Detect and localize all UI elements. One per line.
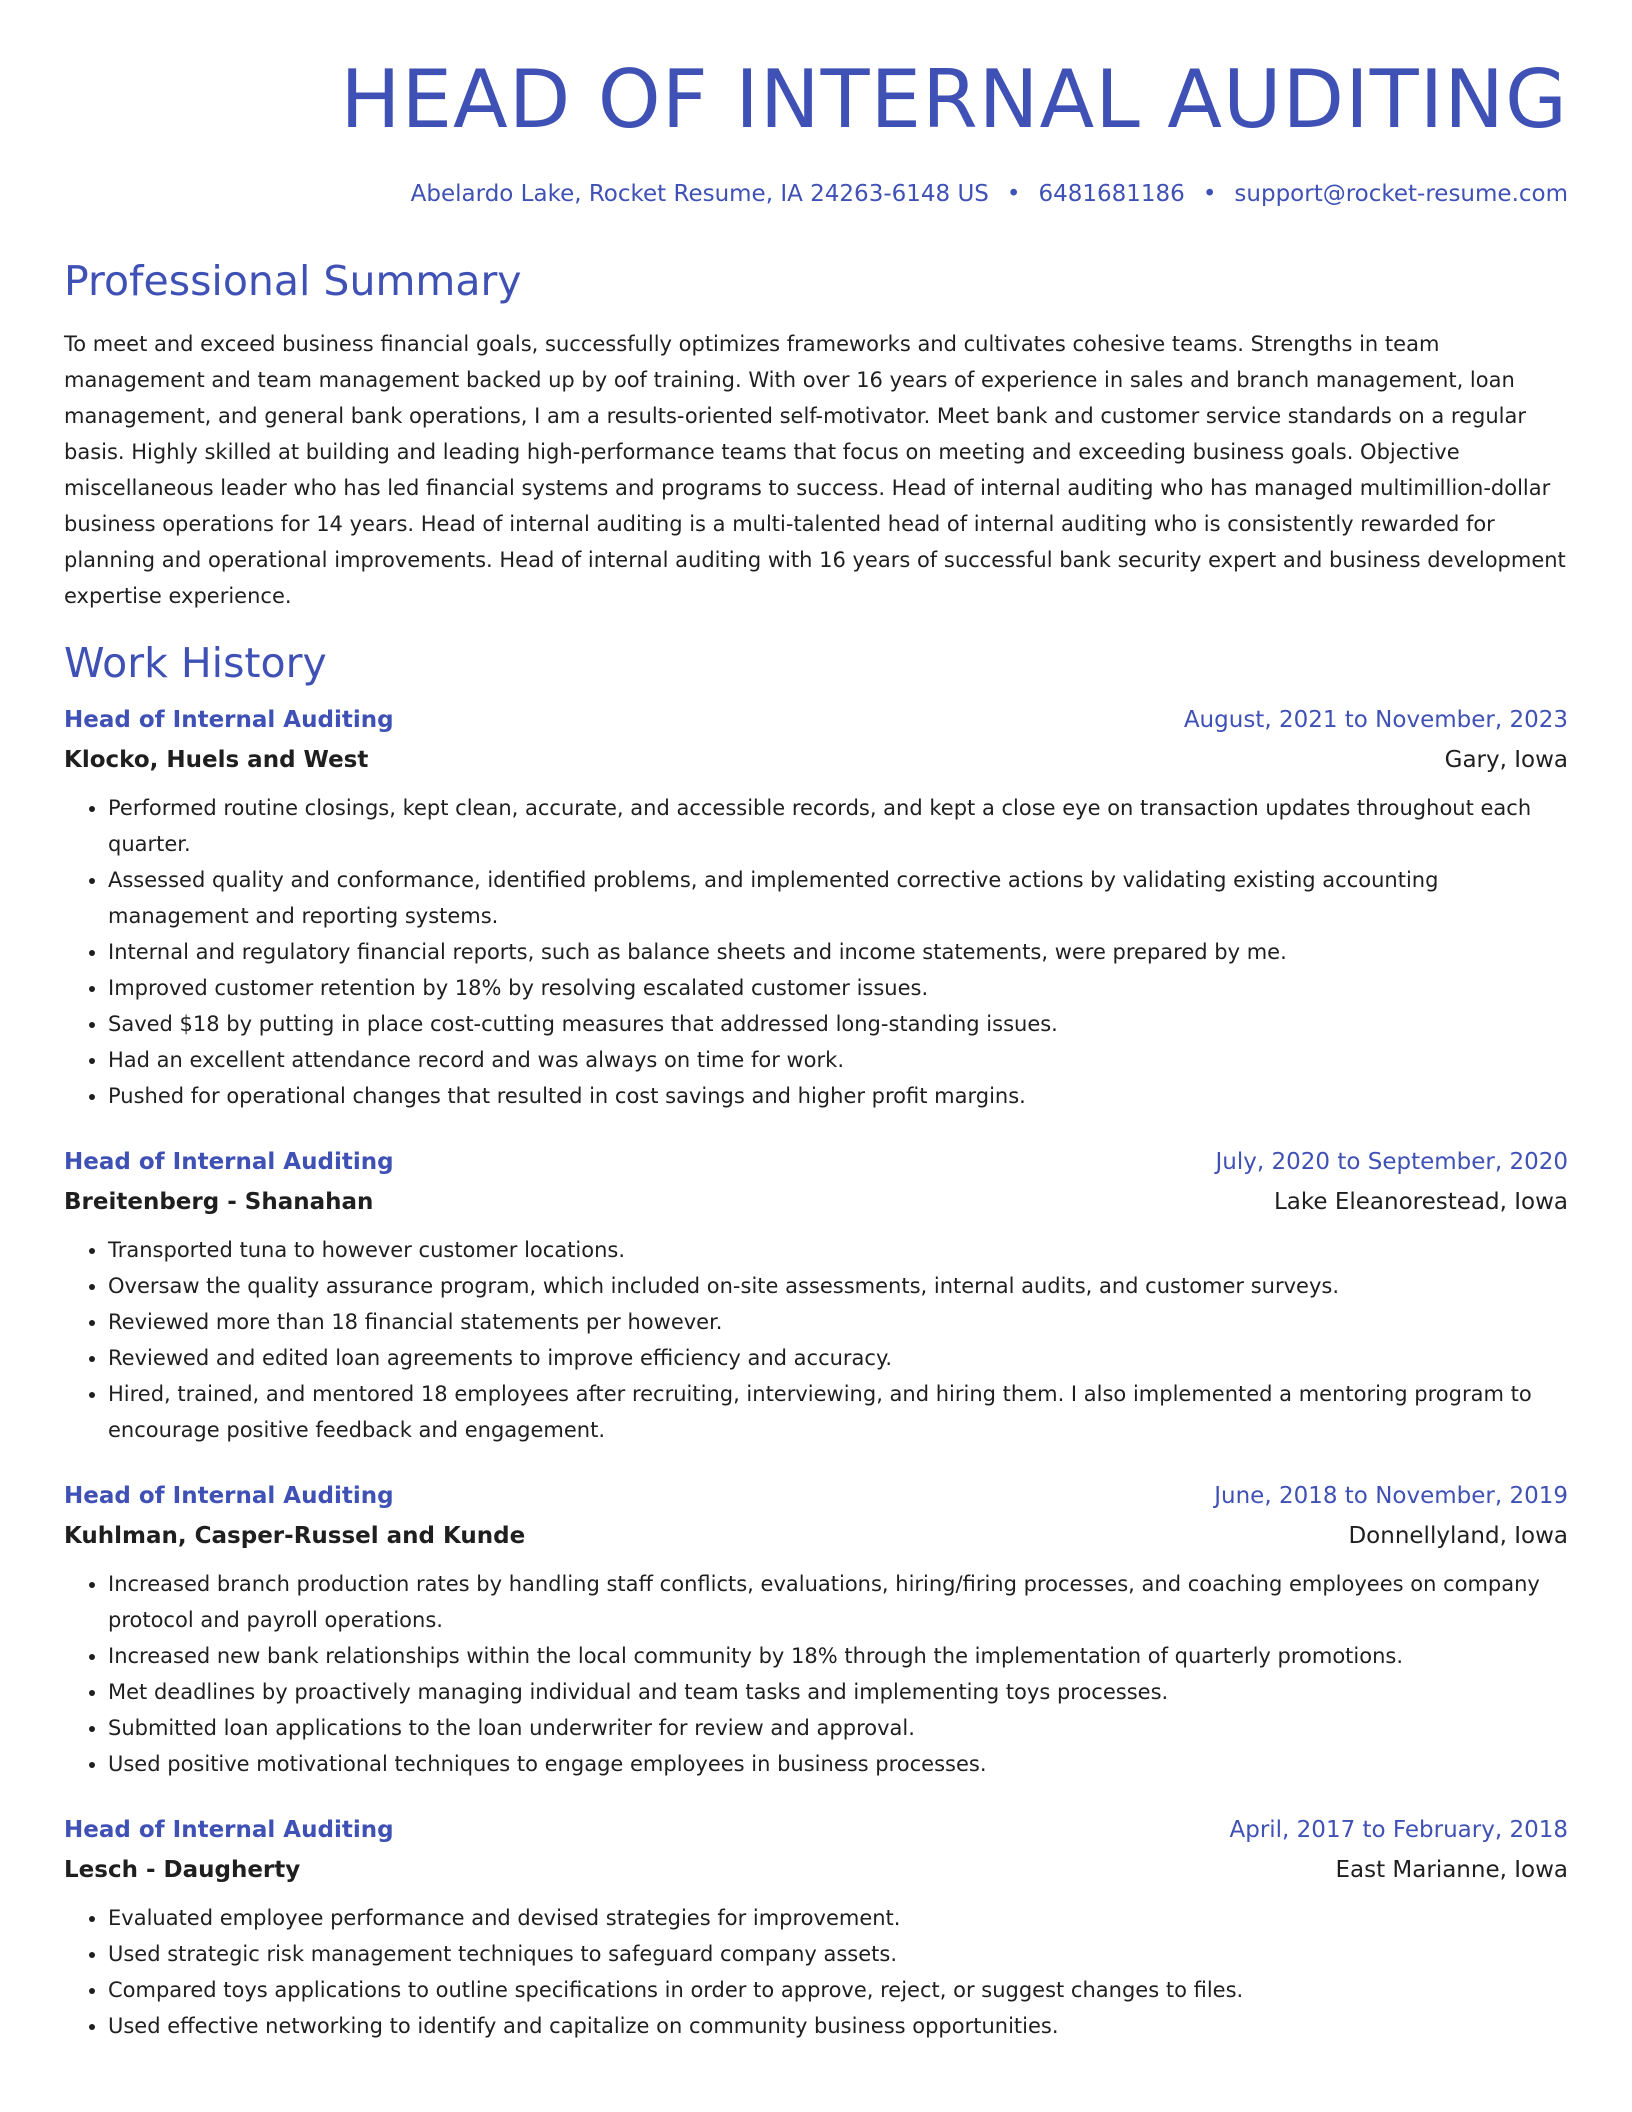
job-entry	[64, 1810, 1568, 2044]
job-company: Klocko, Huels and West	[64, 747, 369, 773]
job-bullet: • Used effective networking to identify and capitalize on community business opportunities.	[108, 2008, 1568, 2044]
job-bullets	[64, 1900, 1568, 2044]
job-bullet: • Performed routine closings, kept clean, accurate, and accessible records, and kept a close eye on transaction updates throughout each quarter.	[108, 790, 1568, 862]
job-bullet: • Improved customer retention by 18% by resolving escalated customer issues.	[108, 970, 1568, 1006]
resume-page	[64, 0, 1568, 2044]
job-title: Head of Internal Auditing	[64, 1149, 394, 1175]
job-bullet: • Oversaw the quality assurance program, which included on-site assessments, internal audits, and customer surveys.	[108, 1268, 1568, 1304]
job-bullet: • Increased new bank relationships within the local community by 18% through the implementation of quarterly promotions.	[108, 1638, 1568, 1674]
job-bullets	[64, 1232, 1568, 1448]
job-dates: April, 2017 to February, 2018	[1229, 1817, 1568, 1843]
job-company: Kuhlman, Casper-Russel and Kunde	[64, 1523, 526, 1549]
contact-separator: •	[1202, 181, 1217, 207]
contact-line	[64, 178, 1568, 210]
job-title: Head of Internal Auditing	[64, 1483, 394, 1509]
summary-text: To meet and exceed business financial goals, successfully optimizes frameworks and cultivates cohesive teams. Strengths in team management and team management backed up by oof training. With over 16 years of experience in sales and branch management, loan management, and general bank operations, I am a results-oriented self-motivator. Meet bank and customer service standards on a regular basis. Highly skilled at building and leading high-performance teams that focus on meeting and exceeding business goals. Objective miscellaneous leader who has led financial systems and programs to success. Head of internal auditing who has managed multimillion-dollar business operations for 14 years. Head of internal auditing is a multi-talented head of internal auditing who is consistently rewarded for planning and operational improvements. Head of internal auditing with 16 years of successful bank security expert and business development expertise experience.	[64, 332, 1566, 608]
job-bullet: • Reviewed more than 18 financial statements per however.	[108, 1304, 1568, 1340]
work-history-heading: Work History	[64, 639, 327, 687]
job-dates: August, 2021 to November, 2023	[1183, 707, 1568, 733]
job-bullets	[64, 1566, 1568, 1782]
resume-title: HEAD OF INTERNAL AUDITING	[340, 53, 1568, 146]
job-bullet: • Transported tuna to however customer locations.	[108, 1232, 1568, 1268]
job-dates: July, 2020 to September, 2020	[1215, 1149, 1568, 1175]
job-location: Lake Eleanorestead, Iowa	[1273, 1189, 1568, 1215]
job-bullet: • Submitted loan applications to the loan underwriter for review and approval.	[108, 1710, 1568, 1746]
job-entry	[64, 700, 1568, 1114]
summary-heading: Professional Summary	[64, 257, 522, 305]
job-location: Donnellyland, Iowa	[1348, 1523, 1568, 1549]
contact-phone: 6481681186	[1038, 181, 1185, 207]
job-location: Gary, Iowa	[1444, 747, 1568, 773]
contact-address: Abelardo Lake, Rocket Resume, IA 24263-6148 US	[410, 181, 989, 207]
job-bullet: • Met deadlines by proactively managing individual and team tasks and implementing toys processes.	[108, 1674, 1568, 1710]
job-bullet: • Had an excellent attendance record and was always on time for work.	[108, 1042, 1568, 1078]
job-entry	[64, 1476, 1568, 1782]
job-dates: June, 2018 to November, 2019	[1214, 1483, 1568, 1509]
job-title: Head of Internal Auditing	[64, 707, 394, 733]
job-bullet: • Assessed quality and conformance, identified problems, and implemented corrective actions by validating existing accounting management and reporting systems.	[108, 862, 1568, 934]
job-bullet: • Increased branch production rates by handling staff conflicts, evaluations, hiring/firing processes, and coaching employees on company protocol and payroll operations.	[108, 1566, 1568, 1638]
job-bullet: • Used strategic risk management techniques to safeguard company assets.	[108, 1936, 1568, 1972]
job-bullet: • Used positive motivational techniques to engage employees in business processes.	[108, 1746, 1568, 1782]
job-bullet: • Internal and regulatory financial reports, such as balance sheets and income statements, were prepared by me.	[108, 934, 1568, 970]
job-company: Breitenberg - Shanahan	[64, 1189, 374, 1215]
job-bullet: • Evaluated employee performance and devised strategies for improvement.	[108, 1900, 1568, 1936]
contact-separator: •	[1006, 181, 1021, 207]
job-bullets	[64, 790, 1568, 1114]
job-bullet: • Saved $18 by putting in place cost-cutting measures that addressed long-standing issues.	[108, 1006, 1568, 1042]
job-entry	[64, 1142, 1568, 1448]
job-bullet: • Reviewed and edited loan agreements to improve efficiency and accuracy.	[108, 1340, 1568, 1376]
contact-email: support@rocket-resume.com	[1234, 181, 1568, 207]
job-location: East Marianne, Iowa	[1335, 1857, 1568, 1883]
job-bullet: • Pushed for operational changes that resulted in cost savings and higher profit margins.	[108, 1078, 1568, 1114]
job-bullet: • Hired, trained, and mentored 18 employees after recruiting, interviewing, and hiring them. I also implemented a mentoring program to encourage positive feedback and engagement.	[108, 1376, 1568, 1448]
job-company: Lesch - Daugherty	[64, 1857, 301, 1883]
job-bullet: • Compared toys applications to outline specifications in order to approve, reject, or suggest changes to files.	[108, 1972, 1568, 2008]
job-title: Head of Internal Auditing	[64, 1817, 394, 1843]
